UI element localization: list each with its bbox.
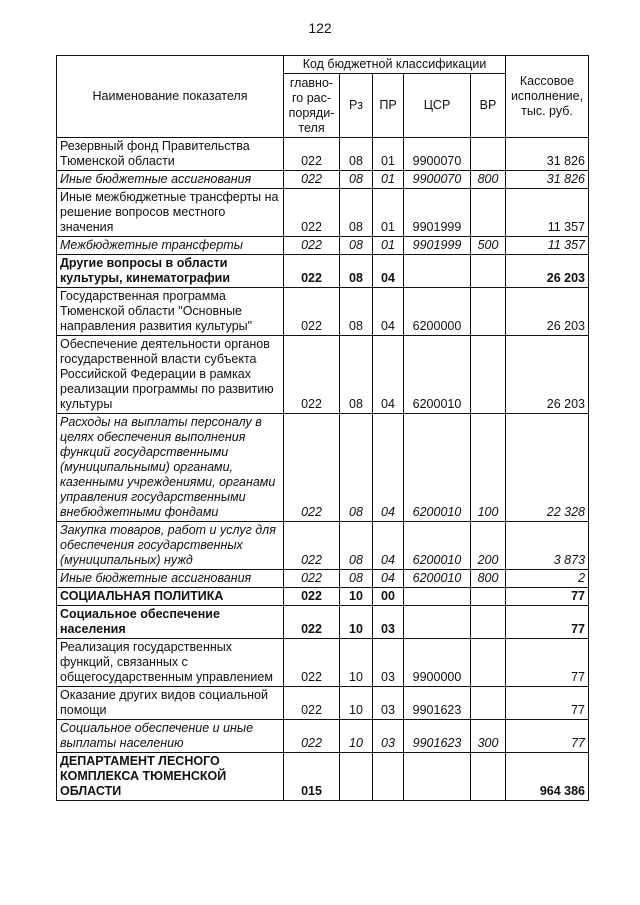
cell-vr bbox=[471, 255, 506, 288]
cell-gr: 022 bbox=[284, 414, 340, 522]
cell-amount: 22 328 bbox=[506, 414, 589, 522]
cell-csr: 9901623 bbox=[404, 687, 471, 720]
cell-gr: 022 bbox=[284, 138, 340, 171]
header-vr: ВР bbox=[471, 74, 506, 138]
cell-amount: 77 bbox=[506, 606, 589, 639]
cell-csr: 6200000 bbox=[404, 288, 471, 336]
cell-pr: 04 bbox=[373, 414, 404, 522]
cell-name: Социальное обеспечение и иные выплаты населению bbox=[57, 720, 284, 753]
cell-amount: 964 386 bbox=[506, 753, 589, 801]
cell-gr: 022 bbox=[284, 336, 340, 414]
cell-gr: 022 bbox=[284, 606, 340, 639]
cell-amount: 26 203 bbox=[506, 255, 589, 288]
cell-name: Обеспечение деятельности органов государственной власти субъекта Российской Федерации в рамках реализации программы по развитию культуры bbox=[57, 336, 284, 414]
cell-csr bbox=[404, 588, 471, 606]
cell-name: Расходы на выплаты персоналу в целях обеспечения выполнения функций государственными (муниципальными) органами, казенными учреждениями, органами управления государственными внебюджетными фондами bbox=[57, 414, 284, 522]
table-row bbox=[57, 606, 589, 639]
cell-vr bbox=[471, 288, 506, 336]
cell-amount: 77 bbox=[506, 687, 589, 720]
cell-csr: 9901623 bbox=[404, 720, 471, 753]
cell-amount: 11 357 bbox=[506, 189, 589, 237]
header-code-group: Код бюджетной классификации bbox=[284, 56, 506, 74]
cell-pr: 03 bbox=[373, 687, 404, 720]
cell-csr: 9900070 bbox=[404, 138, 471, 171]
cell-rz: 10 bbox=[340, 639, 373, 687]
table-row bbox=[57, 588, 589, 606]
cell-gr: 022 bbox=[284, 588, 340, 606]
cell-rz: 08 bbox=[340, 336, 373, 414]
cell-csr: 6200010 bbox=[404, 522, 471, 570]
cell-rz bbox=[340, 753, 373, 801]
table-row bbox=[57, 522, 589, 570]
cell-vr bbox=[471, 189, 506, 237]
cell-name: Государственная программа Тюменской области "Основные направления развития культуры" bbox=[57, 288, 284, 336]
table-row bbox=[57, 237, 589, 255]
cell-vr: 300 bbox=[471, 720, 506, 753]
cell-csr bbox=[404, 255, 471, 288]
cell-name: Иные межбюджетные трансферты на решение вопросов местного значения bbox=[57, 189, 284, 237]
cell-gr: 022 bbox=[284, 237, 340, 255]
table-row bbox=[57, 138, 589, 171]
cell-csr: 9900070 bbox=[404, 171, 471, 189]
cell-csr: 9901999 bbox=[404, 189, 471, 237]
cell-vr: 800 bbox=[471, 171, 506, 189]
cell-gr: 022 bbox=[284, 255, 340, 288]
cell-amount: 26 203 bbox=[506, 288, 589, 336]
cell-amount: 2 bbox=[506, 570, 589, 588]
cell-name: Оказание других видов социальной помощи bbox=[57, 687, 284, 720]
table-row bbox=[57, 255, 589, 288]
cell-pr: 01 bbox=[373, 138, 404, 171]
cell-amount: 77 bbox=[506, 588, 589, 606]
table-row bbox=[57, 720, 589, 753]
cell-gr: 022 bbox=[284, 639, 340, 687]
cell-name: Иные бюджетные ассигнования bbox=[57, 171, 284, 189]
cell-rz: 08 bbox=[340, 138, 373, 171]
header-name: Наименование показателя bbox=[57, 56, 284, 138]
cell-vr: 800 bbox=[471, 570, 506, 588]
cell-csr: 6200010 bbox=[404, 336, 471, 414]
cell-rz: 08 bbox=[340, 522, 373, 570]
cell-gr: 022 bbox=[284, 522, 340, 570]
cell-amount: 3 873 bbox=[506, 522, 589, 570]
header-gr: главно-го рас-поряди-теля bbox=[284, 74, 340, 138]
cell-vr bbox=[471, 753, 506, 801]
cell-pr: 04 bbox=[373, 288, 404, 336]
cell-pr: 03 bbox=[373, 720, 404, 753]
header-rz: Рз bbox=[340, 74, 373, 138]
cell-pr: 03 bbox=[373, 639, 404, 687]
cell-name: Межбюджетные трансферты bbox=[57, 237, 284, 255]
cell-rz: 08 bbox=[340, 255, 373, 288]
cell-pr: 01 bbox=[373, 171, 404, 189]
cell-gr: 022 bbox=[284, 570, 340, 588]
cell-vr: 100 bbox=[471, 414, 506, 522]
cell-amount: 11 357 bbox=[506, 237, 589, 255]
cell-vr: 500 bbox=[471, 237, 506, 255]
cell-amount: 26 203 bbox=[506, 336, 589, 414]
cell-pr: 00 bbox=[373, 588, 404, 606]
cell-vr bbox=[471, 606, 506, 639]
cell-amount: 77 bbox=[506, 720, 589, 753]
cell-vr bbox=[471, 687, 506, 720]
cell-rz: 10 bbox=[340, 720, 373, 753]
table-row bbox=[57, 687, 589, 720]
cell-rz: 10 bbox=[340, 588, 373, 606]
table-row bbox=[57, 639, 589, 687]
cell-vr: 200 bbox=[471, 522, 506, 570]
cell-name: Реализация государственных функций, связанных с общегосударственным управлением bbox=[57, 639, 284, 687]
cell-pr: 04 bbox=[373, 570, 404, 588]
header-pr: ПР bbox=[373, 74, 404, 138]
cell-rz: 08 bbox=[340, 570, 373, 588]
cell-pr: 04 bbox=[373, 255, 404, 288]
cell-amount: 77 bbox=[506, 639, 589, 687]
cell-pr: 04 bbox=[373, 522, 404, 570]
cell-name: Резервный фонд Правительства Тюменской области bbox=[57, 138, 284, 171]
cell-csr bbox=[404, 753, 471, 801]
table-row bbox=[57, 570, 589, 588]
cell-csr: 6200010 bbox=[404, 414, 471, 522]
cell-name: Закупка товаров, работ и услуг для обеспечения государственных (муниципальных) нужд bbox=[57, 522, 284, 570]
table-row bbox=[57, 171, 589, 189]
cell-rz: 08 bbox=[340, 189, 373, 237]
cell-csr: 9901999 bbox=[404, 237, 471, 255]
cell-pr bbox=[373, 753, 404, 801]
cell-rz: 08 bbox=[340, 414, 373, 522]
cell-vr bbox=[471, 588, 506, 606]
cell-amount: 31 826 bbox=[506, 171, 589, 189]
table-row bbox=[57, 336, 589, 414]
cell-pr: 04 bbox=[373, 336, 404, 414]
table-row bbox=[57, 753, 589, 801]
cell-name: СОЦИАЛЬНАЯ ПОЛИТИКА bbox=[57, 588, 284, 606]
cell-gr: 022 bbox=[284, 189, 340, 237]
cell-pr: 03 bbox=[373, 606, 404, 639]
cell-gr: 022 bbox=[284, 720, 340, 753]
cell-csr bbox=[404, 606, 471, 639]
cell-name: Другие вопросы в области культуры, кинематографии bbox=[57, 255, 284, 288]
cell-gr: 015 bbox=[284, 753, 340, 801]
table-row bbox=[57, 414, 589, 522]
cell-name: ДЕПАРТАМЕНТ ЛЕСНОГО КОМПЛЕКСА ТЮМЕНСКОЙ ОБЛАСТИ bbox=[57, 753, 284, 801]
cell-vr bbox=[471, 138, 506, 171]
budget-table bbox=[56, 55, 589, 801]
header-csr: ЦСР bbox=[404, 74, 471, 138]
cell-csr: 9900000 bbox=[404, 639, 471, 687]
table-row bbox=[57, 189, 589, 237]
header-amount: Кассовое исполнение, тыс. руб. bbox=[506, 56, 589, 138]
cell-rz: 10 bbox=[340, 606, 373, 639]
cell-name: Иные бюджетные ассигнования bbox=[57, 570, 284, 588]
table-row bbox=[57, 288, 589, 336]
cell-gr: 022 bbox=[284, 687, 340, 720]
cell-pr: 01 bbox=[373, 237, 404, 255]
cell-gr: 022 bbox=[284, 288, 340, 336]
cell-rz: 08 bbox=[340, 288, 373, 336]
cell-rz: 08 bbox=[340, 171, 373, 189]
cell-vr bbox=[471, 639, 506, 687]
cell-gr: 022 bbox=[284, 171, 340, 189]
cell-vr bbox=[471, 336, 506, 414]
page-number: 122 bbox=[308, 20, 332, 36]
cell-name: Социальное обеспечение населения bbox=[57, 606, 284, 639]
cell-rz: 10 bbox=[340, 687, 373, 720]
cell-pr: 01 bbox=[373, 189, 404, 237]
cell-amount: 31 826 bbox=[506, 138, 589, 171]
cell-csr: 6200010 bbox=[404, 570, 471, 588]
cell-rz: 08 bbox=[340, 237, 373, 255]
